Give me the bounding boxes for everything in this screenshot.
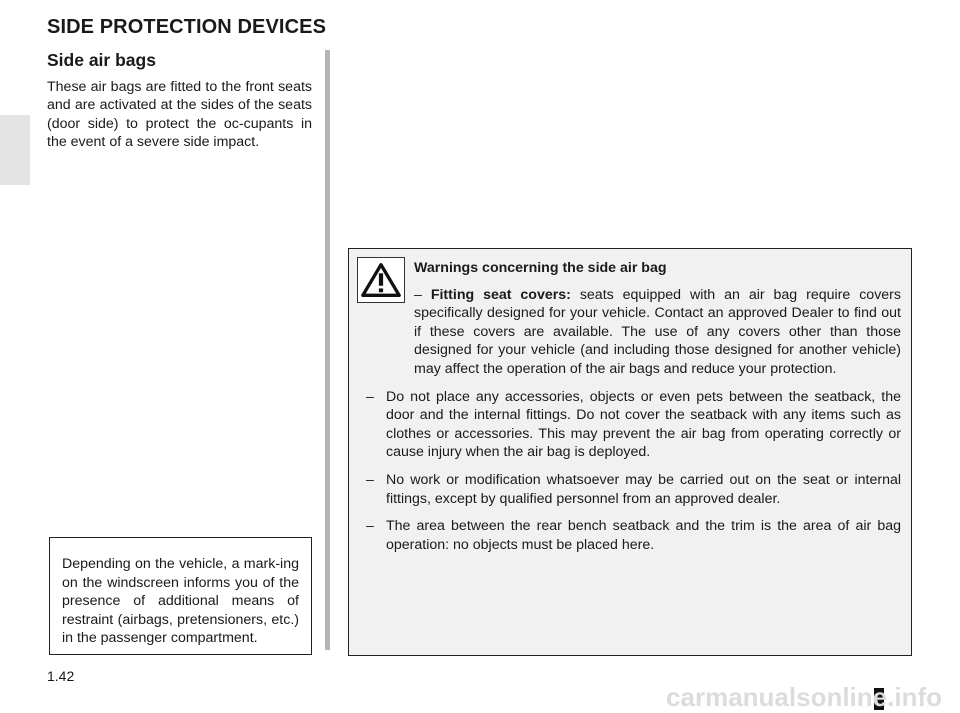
warning-lead-text [414,286,901,379]
warning-item-dash: – [366,388,374,405]
warning-item [359,517,901,554]
warning-item-dash: – [366,471,374,488]
warning-title: Warnings concerning the side air bag [414,260,667,276]
warning-lead-body: seats equipped with an air bag require covers specifically designed for your vehicle. Contact an approved Dealer to find out if these covers are available. The use of any covers other than those designed for your vehicle (and including those designed for another vehicle) may affect the operation of the air bags and reduce your protection. [414,286,901,377]
column-divider [325,50,330,650]
page-title: SIDE PROTECTION DEVICES [47,16,327,38]
warning-item-text: Do not place any accessories, objects or even pets between the seatback, the door and the internal fittings. Do not cover the seatback with any items such as clothes or accessories. This may prevent the air bag from operating correctly or cause injury when the air bag is deployed. [386,388,901,461]
warning-lead-item [359,286,901,379]
note-text: Depending on the vehicle, a mark-ing on the windscreen informs you of the presence of additional means of restraint (airbags, pretensioners, etc.) in the passenger compartment. [62,556,299,647]
section-title: Side air bags [47,50,156,70]
warning-box [348,248,912,656]
warning-content [359,259,901,563]
warning-item-text: No work or modification whatsoever may be carried out on the seat or internal fittings, except by qualified personnel from an approved dealer. [386,471,901,507]
watermark-text: carmanualsonline.info [666,682,942,712]
warning-item-text: The area between the rear bench seatback and the trim is the area of air bag operation: no objects must be placed here. [386,518,901,553]
note-box [49,537,312,655]
warning-item-dash: – [366,518,374,535]
section-tab-marker [0,115,30,185]
warning-lead-bold: Fitting seat covers: [430,286,571,303]
warning-item [359,471,901,508]
intro-paragraph: These air bags are fitted to the front seats and are activated at the sides of the seats (door side) to protect the oc-cupants in the event of a severe side impact. [47,79,312,151]
warning-lead-dash: – [414,286,422,303]
page-number: 1.42 [47,668,75,684]
warning-item [359,388,901,462]
